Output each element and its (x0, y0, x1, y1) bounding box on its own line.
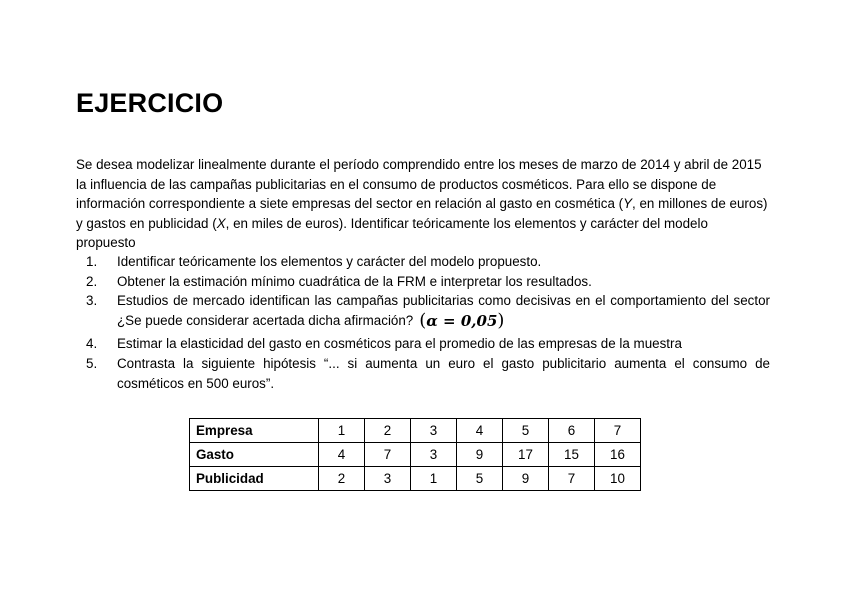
table-cell: 6 (549, 419, 595, 443)
item-text: Estimar la elasticidad del gasto en cosméticos para el promedio de las empresas de la muestra (117, 336, 682, 352)
list-item (76, 252, 770, 272)
table-cell: 9 (503, 467, 549, 491)
item-number: 5. (86, 355, 98, 371)
table-cell: 4 (319, 443, 365, 467)
data-table (189, 418, 641, 491)
table-row (190, 443, 641, 467)
table-cell: 17 (503, 443, 549, 467)
table-cell: 2 (319, 467, 365, 491)
table-cell: 4 (457, 419, 503, 443)
row-label: Gasto (190, 443, 319, 467)
item-number: 4. (86, 336, 98, 352)
page-title: EJERCICIO (76, 88, 224, 118)
table-cell: 5 (457, 467, 503, 491)
table-cell: 10 (595, 467, 641, 491)
significance-formula: (α = 0,05) (419, 309, 505, 331)
row-label: Empresa (190, 419, 319, 443)
intro-paragraph (76, 155, 770, 253)
table-cell: 9 (457, 443, 503, 467)
list-item (76, 334, 770, 354)
table-cell: 3 (365, 467, 411, 491)
variable-x: X (216, 215, 226, 231)
item-number: 2. (86, 273, 98, 289)
item-number: 1. (86, 254, 98, 269)
table-cell: 2 (365, 419, 411, 443)
list-item (76, 291, 770, 331)
item-text: Identificar teóricamente los elementos y carácter del modelo propuesto. (117, 254, 542, 269)
table-cell: 15 (549, 443, 595, 467)
table-cell: 7 (549, 467, 595, 491)
exercise-list (76, 252, 770, 393)
intro-text-1: Se desea modelizar linealmente durante el período comprendido entre los meses de marzo de 2014 y abril de 2015 la influencia de las campañas publicitarias en el consumo de productos cosméticos. Para ello se dispone de información correspondiente a siete empresas del sector en relación al gasto en cosmética ( (76, 157, 762, 212)
table-cell: 3 (411, 443, 457, 467)
item-number: 3. (86, 293, 98, 309)
intro-text-3: , en miles de euros). Identificar teóricamente los elementos y carácter del modelo propuesto (76, 215, 708, 251)
table-cell: 1 (319, 419, 365, 443)
item-text: Estudios de mercado identifican las campañas publicitarias como decisivas en el comportamiento del sector ¿Se puede considerar acertada dicha afirmación? (117, 293, 770, 328)
table-cell: 1 (411, 467, 457, 491)
intro-text-2: , en millones de euros) y gastos en publicidad ( (76, 196, 768, 231)
list-item (76, 272, 770, 292)
table-cell: 3 (411, 419, 457, 443)
item-text: Obtener la estimación mínimo cuadrática de la FRM e interpretar los resultados. (117, 273, 592, 289)
formula-text: α = 0,05 (426, 311, 498, 330)
list-item (76, 354, 770, 393)
variable-y: Y (623, 196, 633, 212)
table-cell: 5 (503, 419, 549, 443)
table-row (190, 467, 641, 491)
table-cell: 7 (365, 443, 411, 467)
item-text: Contrasta la siguiente hipótesis “... si aumenta un euro el gasto publicitario aumenta el consumo de cosméticos en 500 euros”. (117, 355, 770, 391)
row-label: Publicidad (190, 467, 319, 491)
table-cell: 7 (595, 419, 641, 443)
table-cell: 16 (595, 443, 641, 467)
table-row (190, 419, 641, 443)
